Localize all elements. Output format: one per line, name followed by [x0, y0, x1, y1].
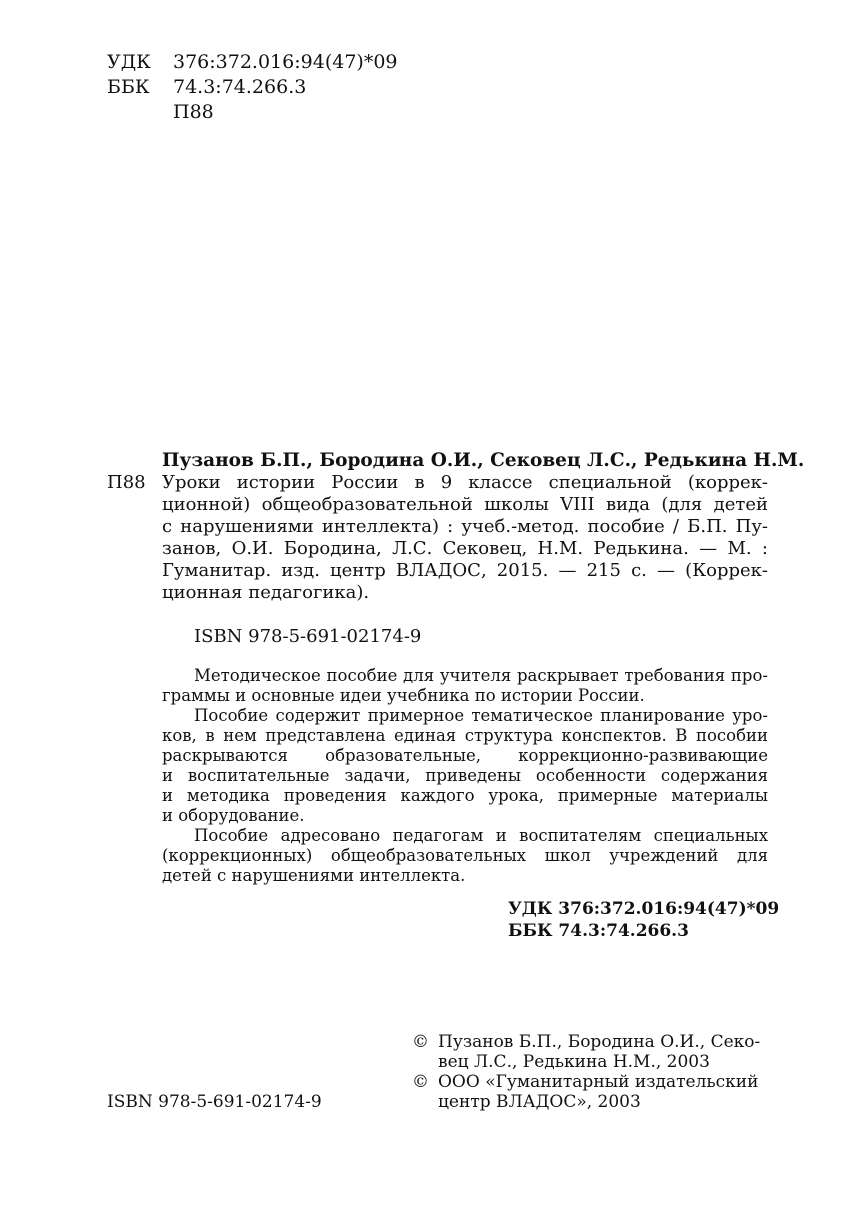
record-authors: Пузанов Б.П., Бородина О.И., Сековец Л.С., Редькина Н.М.: [162, 450, 805, 471]
record-line: Гуманитар. изд. центр ВЛАДОС, 2015. — 215 с. — (Коррек-: [162, 560, 768, 581]
copyright-line: [412, 1052, 760, 1072]
copyright-symbol: ©: [412, 1032, 429, 1052]
classification-codes-bottom: [508, 898, 779, 942]
annotation-line: Пособие содержит примерное тематическое планирование уро-: [194, 706, 768, 725]
copyright-line: [412, 1032, 760, 1052]
record-author-sign: П88: [107, 472, 146, 493]
annotation-line: и оборудование.: [162, 806, 305, 825]
annotation-line: (коррекционных) общеобразовательных школ учреждений для: [162, 846, 768, 865]
copyright-block: [412, 1032, 760, 1112]
record-line: с нарушениями интеллекта) : учеб.-метод. пособие / Б.П. Пу-: [162, 516, 768, 537]
annotation-line: и воспитательные задачи, приведены особенности содержания: [162, 766, 768, 785]
copyright-authors-2: вец Л.С., Редькина Н.М., 2003: [438, 1052, 710, 1072]
udk-value: 376:372.016:94(47)*09: [173, 51, 398, 73]
author-sign-row: [107, 100, 398, 125]
annotation-line: раскрываются образовательные, коррекционно-развивающие: [162, 746, 768, 765]
annotation-line: детей с нарушениями интеллекта.: [162, 866, 466, 885]
record-line: Уроки истории России в 9 классе специальной (коррек-: [162, 472, 768, 493]
record-isbn: ISBN 978-5-691-02174-9: [194, 626, 422, 647]
udk-row: [107, 50, 398, 75]
copyright-publisher-1: ООО «Гуманитарный издательский: [438, 1072, 759, 1092]
bbk-value: 74.3:74.266.3: [173, 76, 307, 98]
copyright-line: [412, 1092, 760, 1112]
annotation: [162, 666, 768, 886]
udk-label: УДК: [107, 51, 151, 73]
bbk-label: ББК: [107, 76, 150, 98]
copyright-symbol: ©: [412, 1072, 429, 1092]
copyright-publisher-2: центр ВЛАДОС», 2003: [438, 1092, 641, 1112]
record-description: [162, 472, 768, 604]
copyright-authors-1: Пузанов Б.П., Бородина О.И., Секо-: [438, 1032, 761, 1052]
annotation-line: граммы и основные идеи учебника по истории России.: [162, 686, 645, 705]
bbk-bottom: ББК 74.3:74.266.3: [508, 921, 689, 941]
record-line: ционная педагогика).: [162, 582, 370, 603]
annotation-line: Методическое пособие для учителя раскрывает требования про-: [194, 666, 768, 685]
isbn-bottom: ISBN 978-5-691-02174-9: [107, 1092, 322, 1112]
record-line: ционной) общеобразовательной школы VIII вида (для детей: [162, 494, 768, 515]
author-sign-top: П88: [173, 101, 214, 123]
bbk-row: [107, 75, 398, 100]
annotation-line: и методика проведения каждого урока, примерные материалы: [162, 786, 768, 805]
classification-codes-top: [107, 50, 398, 125]
copyright-line: [412, 1072, 760, 1092]
record-line: занов, О.И. Бородина, Л.С. Сековец, Н.М. Редькина. — М. :: [162, 538, 768, 559]
annotation-line: Пособие адресовано педагогам и воспитателям специальных: [194, 826, 768, 845]
udk-bottom: УДК 376:372.016:94(47)*09: [508, 899, 780, 919]
annotation-line: ков, в нем представлена единая структура конспектов. В пособии: [162, 726, 768, 745]
